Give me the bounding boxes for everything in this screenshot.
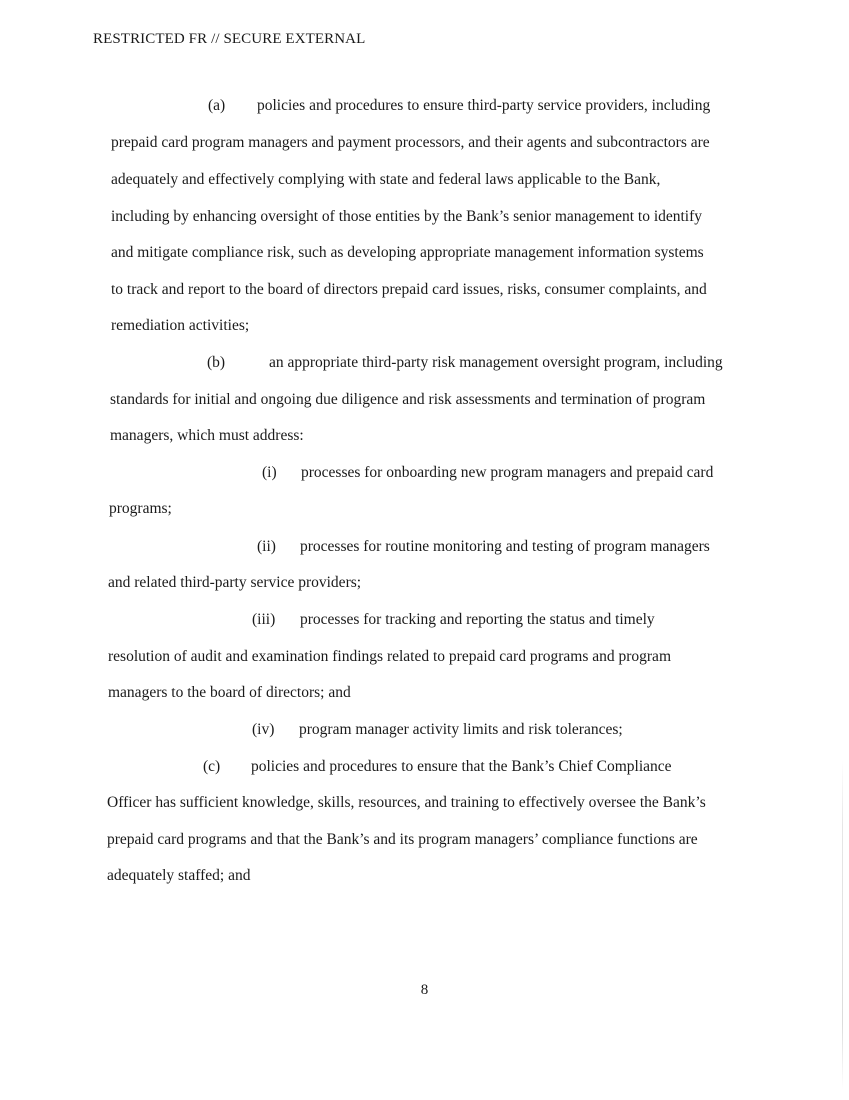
paragraph-a-line-5: and mitigate compliance risk, such as developing appropriate management information systems bbox=[111, 244, 704, 261]
paragraph-c-line-3: prepaid card programs and that the Bank’s and its program managers’ compliance functions are bbox=[107, 831, 698, 848]
item-iv-marker: (iv) bbox=[252, 721, 275, 738]
paragraph-a-line-2: prepaid card program managers and payment processors, and their agents and subcontractors are bbox=[111, 134, 710, 151]
item-i-text: processes for onboarding new program managers and prepaid card bbox=[301, 464, 714, 481]
item-iii-line-2: resolution of audit and examination findings related to prepaid card programs and program bbox=[108, 648, 671, 665]
paragraph-c-marker: (c) bbox=[203, 758, 221, 775]
item-iv-line-1 bbox=[0, 720, 849, 740]
paragraph-a-line-3: adequately and effectively complying with state and federal laws applicable to the Bank, bbox=[111, 171, 661, 188]
paragraph-a-marker: (a) bbox=[208, 97, 226, 114]
item-iv-text: program manager activity limits and risk tolerances; bbox=[299, 721, 623, 738]
item-ii-line-2: and related third-party service providers; bbox=[108, 574, 362, 591]
paragraph-b-line-1 bbox=[0, 353, 849, 373]
paragraph-b-text: an appropriate third-party risk management oversight program, including bbox=[269, 354, 723, 371]
item-iii-marker: (iii) bbox=[252, 611, 276, 628]
paragraph-c-text: policies and procedures to ensure that the Bank’s Chief Compliance bbox=[251, 758, 672, 775]
item-iii-line-1 bbox=[0, 610, 849, 630]
page-number: 8 bbox=[420, 982, 429, 998]
item-i-line-1 bbox=[0, 463, 849, 483]
paragraph-a-line-1 bbox=[0, 96, 849, 116]
item-ii-line-1 bbox=[0, 537, 849, 557]
item-i-line-2: programs; bbox=[109, 500, 172, 517]
security-marking-header: RESTRICTED FR // SECURE EXTERNAL bbox=[93, 31, 366, 47]
paragraph-a-text: policies and procedures to ensure third-party service providers, including bbox=[257, 97, 711, 114]
paragraph-b-marker: (b) bbox=[207, 354, 226, 371]
paragraph-b-line-3: managers, which must address: bbox=[110, 427, 304, 444]
paragraph-a-line-4: including by enhancing oversight of those entities by the Bank’s senior management to identify bbox=[111, 208, 703, 225]
item-ii-marker: (ii) bbox=[257, 538, 276, 555]
paragraph-c-line-4: adequately staffed; and bbox=[107, 867, 251, 884]
paragraph-a-line-6: to track and report to the board of directors prepaid card issues, risks, consumer complaints, and bbox=[111, 281, 707, 298]
item-i-marker: (i) bbox=[262, 464, 277, 481]
paragraph-c-line-2: Officer has sufficient knowledge, skills, resources, and training to effectively oversee the Bank’s bbox=[107, 794, 706, 811]
paragraph-a-line-7: remediation activities; bbox=[111, 317, 250, 334]
paragraph-c-line-1 bbox=[0, 757, 849, 777]
item-iii-line-3: managers to the board of directors; and bbox=[108, 684, 351, 701]
item-iii-text: processes for tracking and reporting the status and timely bbox=[300, 611, 655, 628]
item-ii-text: processes for routine monitoring and testing of program managers bbox=[300, 538, 710, 555]
paragraph-b-line-2: standards for initial and ongoing due diligence and risk assessments and termination of program bbox=[110, 391, 706, 408]
scan-edge-shadow bbox=[842, 760, 843, 1090]
